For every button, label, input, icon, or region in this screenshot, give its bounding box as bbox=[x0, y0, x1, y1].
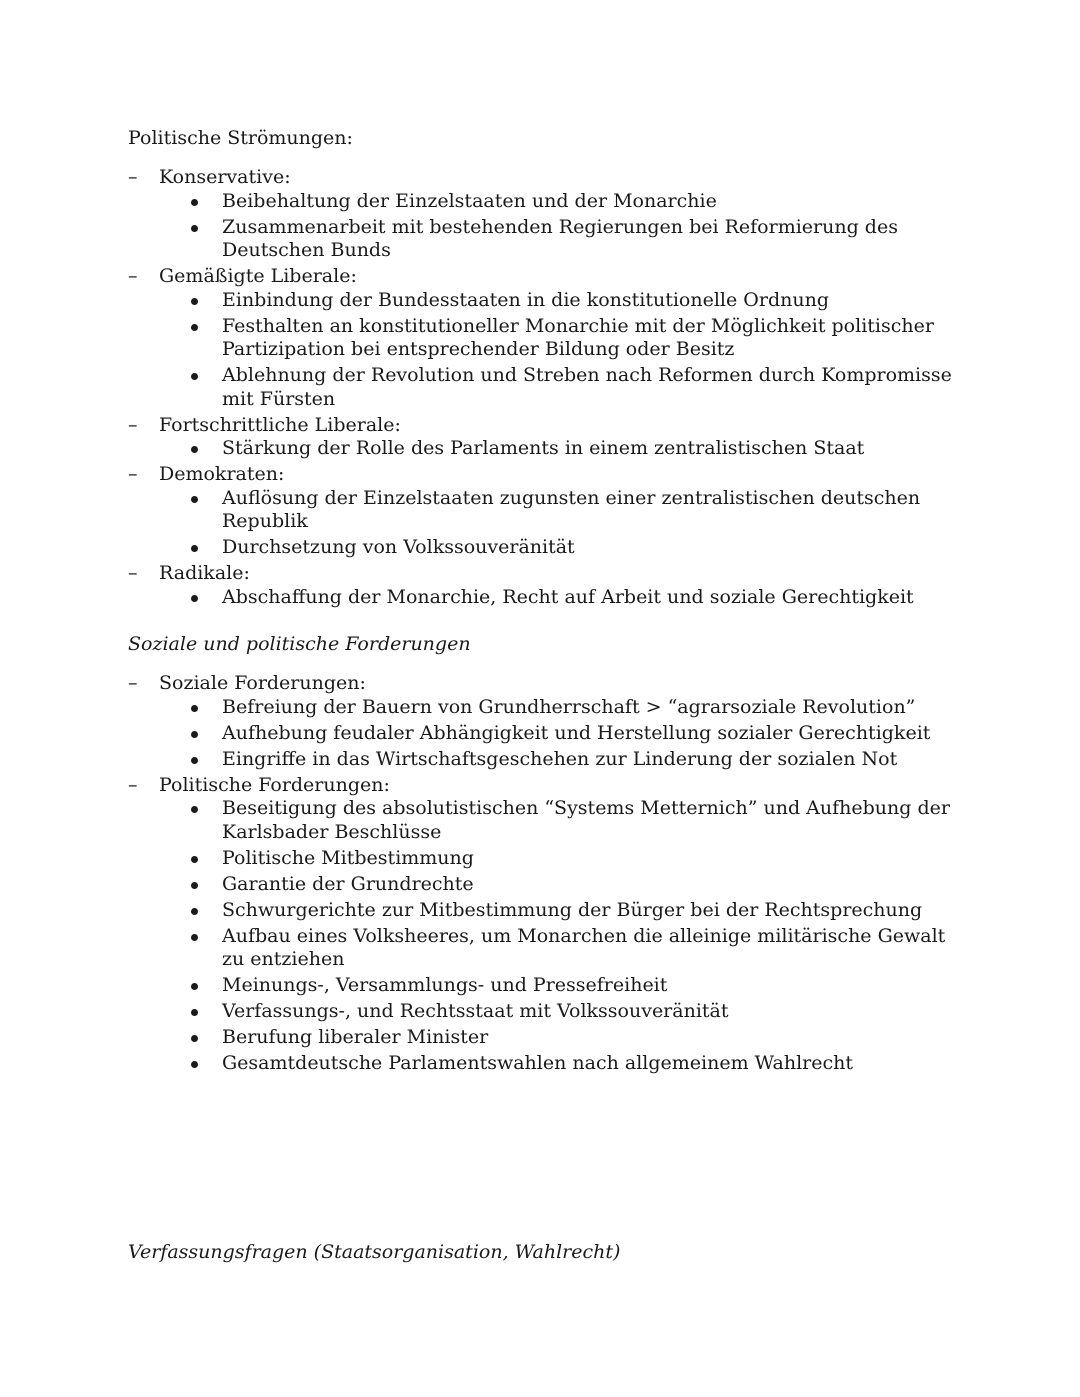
category-label: Radikale: bbox=[159, 562, 250, 584]
list-item: Beseitigung des absolutistischen “Systems Metternich” und Aufhebung der Karlsbader Beschlüsse bbox=[222, 797, 958, 844]
list-item: Zusammenarbeit mit bestehenden Regierungen bei Reformierung des Deutschen Bunds bbox=[222, 216, 958, 263]
category-label: Fortschrittliche Liberale: bbox=[159, 413, 401, 436]
list-item: Meinungs-, Versammlungs- und Pressefreiheit bbox=[222, 974, 958, 998]
list-item: Aufhebung feudaler Abhängigkeit und Herstellung sozialer Gerechtigkeit bbox=[222, 722, 958, 746]
section-title-soziale-politische-forderungen: Soziale und politische Forderungen bbox=[128, 633, 471, 655]
category-soziale-forderungen bbox=[128, 672, 958, 771]
bullet-icon bbox=[191, 934, 198, 941]
bullet-list bbox=[159, 586, 958, 610]
bullet-icon bbox=[191, 373, 198, 380]
bullet-icon bbox=[191, 1061, 198, 1068]
bullet-icon bbox=[191, 983, 198, 990]
category-label: Soziale Forderungen: bbox=[159, 672, 366, 694]
dash-marker: – bbox=[128, 265, 138, 287]
category-label: Politische Forderungen: bbox=[159, 773, 390, 796]
dash-marker: – bbox=[128, 166, 138, 188]
section-title-verfassungsfragen: Verfassungsfragen (Staatsorganisation, Wahlrecht) bbox=[128, 1241, 621, 1263]
list-item: Verfassungs-, und Rechtsstaat mit Volkssouveränität bbox=[222, 1000, 958, 1024]
bullet-list bbox=[159, 289, 958, 412]
list-item: Politische Mitbestimmung bbox=[222, 847, 958, 871]
bullet-icon bbox=[191, 1009, 198, 1016]
bullet-icon bbox=[191, 1035, 198, 1042]
list-item: Schwurgerichte zur Mitbestimmung der Bürger bei der Rechtsprechung bbox=[222, 899, 958, 923]
bullet-icon bbox=[191, 199, 198, 206]
section-politische-stroemungen bbox=[128, 166, 958, 612]
dash-marker: – bbox=[128, 413, 138, 436]
list-item: Beibehaltung der Einzelstaaten und der Monarchie bbox=[222, 190, 958, 214]
bullet-list bbox=[159, 797, 958, 1076]
bullet-icon bbox=[191, 496, 198, 503]
bullet-icon bbox=[191, 324, 198, 331]
list-item: Ablehnung der Revolution und Streben nach Reformen durch Kompromisse mit Fürsten bbox=[222, 364, 958, 411]
dash-marker: – bbox=[128, 562, 138, 584]
bullet-list bbox=[159, 190, 958, 263]
category-label: Gemäßigte Liberale: bbox=[159, 265, 357, 287]
list-item: Abschaffung der Monarchie, Recht auf Arbeit und soziale Gerechtigkeit bbox=[222, 586, 958, 610]
bullet-list bbox=[159, 437, 958, 461]
list-item: Einbindung der Bundesstaaten in die konstitutionelle Ordnung bbox=[222, 289, 958, 313]
category-konservative bbox=[128, 166, 958, 263]
bullet-icon bbox=[191, 806, 198, 813]
list-item: Eingriffe in das Wirtschaftsgeschehen zur Linderung der sozialen Not bbox=[222, 748, 958, 772]
bullet-icon bbox=[191, 446, 198, 453]
list-item: Auflösung der Einzelstaaten zugunsten einer zentralistischen deutschen Republik bbox=[222, 487, 958, 534]
list-item: Berufung liberaler Minister bbox=[222, 1026, 958, 1050]
bullet-icon bbox=[191, 545, 198, 552]
bullet-icon bbox=[191, 856, 198, 863]
bullet-icon bbox=[191, 757, 198, 764]
category-fortschrittliche-liberale bbox=[128, 414, 958, 461]
bullet-icon bbox=[191, 595, 198, 602]
category-gemaessigte-liberale bbox=[128, 265, 958, 411]
bullet-icon bbox=[191, 882, 198, 889]
list-item: Aufbau eines Volksheeres, um Monarchen die alleinige militärische Gewalt zu entziehen bbox=[222, 925, 958, 972]
section-title-politische-stroemungen: Politische Strömungen: bbox=[128, 127, 353, 149]
bullet-icon bbox=[191, 225, 198, 232]
bullet-list bbox=[159, 696, 958, 772]
category-label: Demokraten: bbox=[159, 463, 285, 485]
category-label: Konservative: bbox=[159, 166, 291, 188]
list-item: Befreiung der Bauern von Grundherrschaft > “agrarsoziale Revolution” bbox=[222, 696, 958, 720]
section-soziale-politische-forderungen bbox=[128, 672, 958, 1078]
list-item: Stärkung der Rolle des Parlaments in einem zentralistischen Staat bbox=[222, 437, 958, 461]
bullet-icon bbox=[191, 908, 198, 915]
category-demokraten bbox=[128, 463, 958, 560]
bullet-icon bbox=[191, 731, 198, 738]
list-item: Festhalten an konstitutioneller Monarchie mit der Möglichkeit politischer Partizipation bei entsprechender Bildung oder Besitz bbox=[222, 315, 958, 362]
list-item: Garantie der Grundrechte bbox=[222, 873, 958, 897]
bullet-icon bbox=[191, 298, 198, 305]
category-radikale bbox=[128, 562, 958, 609]
category-politische-forderungen bbox=[128, 774, 958, 1076]
bullet-list bbox=[159, 487, 958, 560]
list-item: Gesamtdeutsche Parlamentswahlen nach allgemeinem Wahlrecht bbox=[222, 1052, 958, 1076]
list-item: Durchsetzung von Volkssouveränität bbox=[222, 536, 958, 560]
bullet-icon bbox=[191, 705, 198, 712]
dash-marker: – bbox=[128, 773, 138, 796]
dash-marker: – bbox=[128, 672, 138, 694]
dash-marker: – bbox=[128, 463, 138, 485]
